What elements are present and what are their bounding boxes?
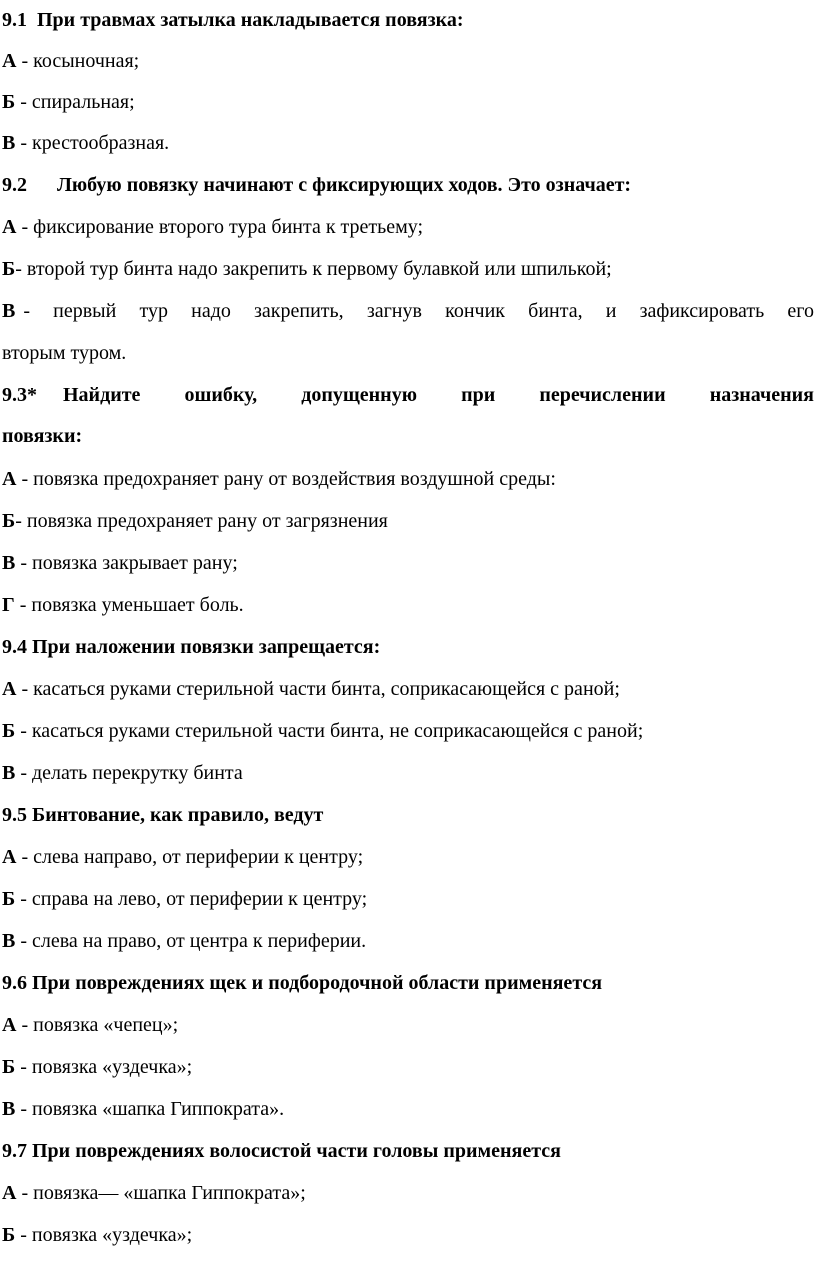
- question-number: 9.4: [2, 636, 27, 658]
- question-text: При повреждениях щек и подбородочной области применяется: [32, 972, 603, 994]
- question-text: Бинтование, как правило, ведут: [32, 804, 324, 826]
- option-text: - фиксирование второго тура бинта к третьему;: [21, 216, 424, 238]
- option-letter: В: [2, 1098, 16, 1120]
- option-text: - повязка уменьшает боль.: [19, 594, 244, 616]
- question-9-7: [2, 1138, 814, 1164]
- option-letter: А: [2, 1014, 17, 1036]
- option-text: - слева на право, от центра к периферии.: [20, 930, 367, 952]
- question-text: При повреждениях волосистой части головы применяется: [32, 1140, 561, 1162]
- option-9-4-a: [2, 676, 814, 702]
- option-letter: В: [2, 762, 16, 784]
- option-text: - повязка предохраняет рану от загрязнения: [15, 510, 388, 532]
- option-text: - крестообразная.: [20, 132, 170, 154]
- option-letter: В: [2, 132, 16, 154]
- question-9-5: [2, 802, 814, 828]
- option-letter: А: [2, 1182, 17, 1204]
- option-text: - первый тур надо закрепить, загнув кончик бинта, и зафиксировать его: [23, 300, 814, 322]
- option-9-5-b: [2, 886, 814, 912]
- option-text: - косыночная;: [21, 50, 140, 72]
- question-number: 9.5: [2, 804, 27, 826]
- option-9-3-v: [2, 550, 814, 576]
- option-letter: Б: [2, 510, 16, 532]
- question-number: 9.6: [2, 972, 27, 994]
- option-text: - повязка «уздечка»;: [20, 1224, 193, 1246]
- option-9-6-b: [2, 1054, 814, 1080]
- option-text: - касаться руками стерильной части бинта, не соприкасающейся с раной;: [20, 720, 644, 742]
- question-9-6: [2, 970, 814, 996]
- option-text: - повязка закрывает рану;: [20, 552, 238, 574]
- option-text: - повязка— «шапка Гиппократа»;: [21, 1182, 306, 1204]
- option-letter: Б: [2, 1224, 16, 1246]
- option-9-7-a: [2, 1180, 814, 1206]
- option-letter: А: [2, 216, 17, 238]
- option-letter: В: [2, 552, 16, 574]
- option-9-5-a: [2, 844, 814, 870]
- option-letter: Б: [2, 1056, 16, 1078]
- option-9-4-b: [2, 718, 814, 744]
- option-letter: А: [2, 678, 17, 700]
- option-letter: А: [2, 846, 17, 868]
- option-9-3-a: [2, 466, 814, 492]
- option-9-1-b: [2, 89, 814, 115]
- option-text: - повязка предохраняет рану от воздействия воздушной среды:: [21, 468, 556, 490]
- question-text: Любую повязку начинают с фиксирующих ходов. Это означает:: [57, 174, 632, 196]
- option-text: - касаться руками стерильной части бинта, соприкасающейся с раной;: [21, 678, 620, 700]
- option-text: - второй тур бинта надо закрепить к первому булавкой или шпилькой;: [15, 258, 612, 280]
- option-9-2-v: [2, 298, 814, 324]
- option-text: - повязка «чепец»;: [21, 1014, 179, 1036]
- question-9-3-continuation: [2, 423, 814, 449]
- option-9-1-a: [2, 48, 814, 74]
- option-9-6-a: [2, 1012, 814, 1038]
- question-9-3: [2, 382, 814, 408]
- option-text: - повязка «уздечка»;: [20, 1056, 193, 1078]
- option-text-continuation: вторым туром.: [2, 342, 127, 364]
- question-number: 9.7: [2, 1140, 27, 1162]
- question-text: При наложении повязки запрещается:: [32, 636, 381, 658]
- question-number: 9.1: [2, 9, 27, 31]
- option-9-3-g: [2, 592, 814, 618]
- option-text: - слева направо, от периферии к центру;: [21, 846, 364, 868]
- option-9-3-b: [2, 508, 814, 534]
- question-text-continuation: повязки:: [2, 425, 83, 447]
- question-9-4: [2, 634, 814, 660]
- option-9-4-v: [2, 760, 814, 786]
- option-letter: А: [2, 468, 17, 490]
- question-text: При травмах затылка накладывается повязка:: [37, 9, 464, 31]
- option-letter: Б: [2, 91, 16, 113]
- question-9-2: [2, 172, 814, 198]
- question-text: Найдите ошибку, допущенную при перечислении назначения: [63, 384, 814, 406]
- option-letter: Б: [2, 720, 16, 742]
- option-letter: В: [2, 300, 16, 322]
- option-9-2-v-continuation: [2, 340, 814, 366]
- option-letter: А: [2, 50, 17, 72]
- option-9-2-a: [2, 214, 814, 240]
- option-text: - повязка «шапка Гиппократа».: [20, 1098, 285, 1120]
- option-text: - спиральная;: [20, 91, 135, 113]
- option-letter: Г: [2, 594, 15, 616]
- question-number: 9.3*: [2, 384, 37, 406]
- option-9-5-v: [2, 928, 814, 954]
- option-9-6-v: [2, 1096, 814, 1122]
- option-letter: Б: [2, 258, 16, 280]
- option-text: - справа на лево, от периферии к центру;: [20, 888, 368, 910]
- option-letter: В: [2, 930, 16, 952]
- option-9-2-b: [2, 256, 814, 282]
- option-letter: Б: [2, 888, 16, 910]
- option-text: - делать перекрутку бинта: [20, 762, 243, 784]
- question-9-1: [2, 7, 814, 33]
- question-number: 9.2: [2, 174, 27, 196]
- option-9-1-v: [2, 130, 814, 156]
- option-9-7-b: [2, 1222, 814, 1248]
